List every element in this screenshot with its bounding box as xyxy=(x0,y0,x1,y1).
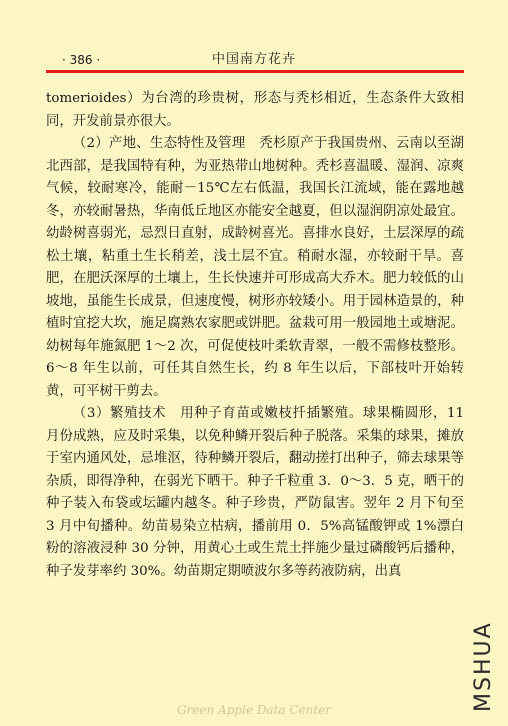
paragraph-propagation: （3）繁殖技术 用种子育苗或嫩枝扦插繁殖。球果椭圆形，11 月份成熟，应及时采集，以免种鳞开裂后种子脱落。采集的球果，摊放于室内通风处，忌堆沤，待种鳞开裂后，翻动搓打出种子，筛去球果等杂质，即得净种，在弱光下晒干。种子千粒重 3．0～3．5 克，晒干的种子装入布袋或坛罐内越冬。种子珍贵，严防鼠害。翌年 2 月下旬至 3 月中旬播种。幼苗易染立枯病，播前用 0．5%高锰酸钾或 1%漂白粉的溶液浸种 30 分钟，用黄心土或生荒土拌施少量过磷酸钙后播种，种子发芽率约 30%。幼苗期定期喷波尔多等药液防病，出真 xyxy=(46,406,464,579)
page-number: · 386 · xyxy=(62,53,101,67)
body-text xyxy=(46,88,464,583)
side-watermark xyxy=(472,612,496,712)
paragraph-continuation: tomerioides）为台湾的珍贵树，形态与秃杉相近，生态条件大致相同，开发前景亦很大。 xyxy=(46,91,464,129)
header-rule xyxy=(46,70,464,73)
bottom-watermark: Green Apple Data Center xyxy=(176,703,332,717)
paragraph-habitat-and-management: （2）产地、生态特性及管理 秃杉原产于我国贵州、云南以至湖北西部，是我国特有种，为亚热带山地树种。秃杉喜温暖、湿润、凉爽气候，较耐寒冷，能耐－15℃左右低温，我国长江流域，能在露地越冬，亦较耐暑热，华南低丘地区亦能安全越夏，但以湿润阴凉处最宜。幼龄树喜弱光，忌烈日直射，成龄树喜光。喜排水良好，土层深厚的疏松土壤，粘重土生长稍差，浅土层不宜。稍耐水湿，亦较耐干旱。喜肥，在肥沃深厚的土壤上，生长快速并可形成高大乔木。肥力较低的山坡地，虽能生长成景，但速度慢，树形亦较矮小。用于园林造景的，种植时宜挖大坎，施足腐熟农家肥或饼肥。盆栽可用一般园地土或塘泥。幼树每年施氮肥 1～2 次，可促使枝叶柔软青翠，一般不需修枝整形。6～8 年生以前，可任其自然生长，约 8 年生以后，下部枝叶开始转黄，可平树干剪去。 xyxy=(46,136,464,399)
page-header xyxy=(46,52,462,70)
side-watermark-text: MSHUA xyxy=(471,621,496,712)
running-title: 中国南方花卉 xyxy=(211,52,296,67)
